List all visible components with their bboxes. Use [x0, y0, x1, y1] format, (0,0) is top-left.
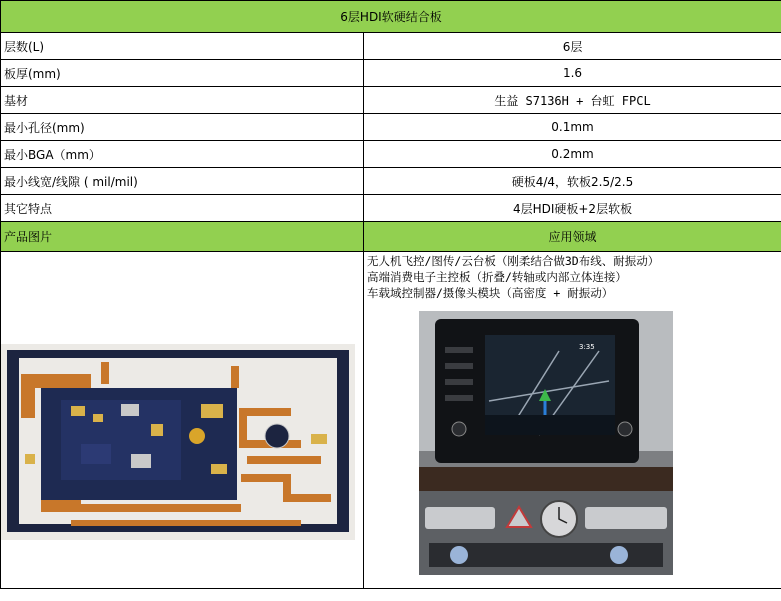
- spec-row-line-space: [1, 168, 781, 195]
- spec-label: 最小BGA（mm）: [1, 141, 364, 168]
- screen-time: 3:35: [579, 343, 595, 351]
- application-list: [364, 252, 781, 301]
- spec-label: 最小线宽/线隙 ( mil/mil): [1, 168, 364, 195]
- product-image-header: 产品图片: [1, 222, 364, 252]
- pcb-photo: [1, 344, 355, 540]
- spec-value: 生益 S7136H + 台虹 FPCL: [364, 87, 781, 114]
- spec-label: 其它特点: [1, 195, 364, 222]
- spec-label: 基材: [1, 87, 364, 114]
- spec-row-min-hole: [1, 114, 781, 141]
- spec-label: 层数(L): [1, 33, 364, 60]
- spec-row-material: [1, 87, 781, 114]
- spec-value: 4层HDI硬板+2层软板: [364, 195, 781, 222]
- image-row: [1, 252, 781, 589]
- application-cell: [364, 252, 781, 589]
- product-image-cell: [1, 252, 364, 589]
- image-header-row: [1, 222, 781, 252]
- table-title: 6层HDI软硬结合板: [1, 1, 781, 33]
- application-item: 无人机飞控/图传/云台板（刚柔结合做3D布线、耐振动）: [367, 254, 660, 268]
- spec-value: 0.1mm: [364, 114, 781, 141]
- spec-value: 6层: [364, 33, 781, 60]
- application-item: 高端消费电子主控板（折叠/转轴或内部立体连接）: [367, 270, 627, 284]
- spec-value: 硬板4/4，软板2.5/2.5: [364, 168, 781, 195]
- title-row: [1, 1, 781, 33]
- application-item: 车载域控制器/摄像头模块（高密度 + 耐振动）: [367, 286, 614, 300]
- car-dashboard-photo: [419, 311, 673, 575]
- spec-row-features: [1, 195, 781, 222]
- spec-value: 0.2mm: [364, 141, 781, 168]
- spec-label: 最小孔径(mm): [1, 114, 364, 141]
- application-header: 应用领域: [364, 222, 781, 252]
- spec-value: 1.6: [364, 60, 781, 87]
- spec-label: 板厚(mm): [1, 60, 364, 87]
- spec-row-thickness: [1, 60, 781, 87]
- spec-row-layers: [1, 33, 781, 60]
- spec-row-min-bga: [1, 141, 781, 168]
